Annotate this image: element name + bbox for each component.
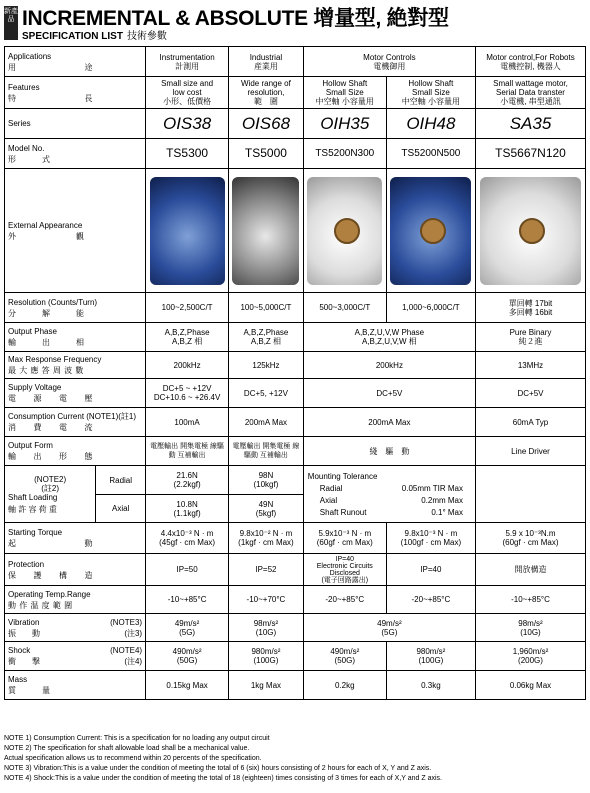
- note-3: NOTE 3) Vibration:This is a value under the condition of meeting the total of 6 (six) hours consisting of 2 hours for each of X, Y and Z axis.: [4, 765, 432, 772]
- encoder-photo: [480, 177, 581, 285]
- supply-2: DC+5, +12V: [229, 379, 304, 408]
- radial-2: 98N (10kgf): [229, 466, 304, 495]
- consumption-1: 100mA: [146, 408, 229, 437]
- row-applications: [5, 47, 586, 77]
- consumption-5: 60mA Typ: [476, 408, 586, 437]
- output-phase-34: A,B,Z,U,V,W Phase A,B,Z,U,V,W 相: [303, 323, 475, 352]
- torque-2: 9.8x10⁻² N · m (1kgf · cm Max): [229, 523, 304, 554]
- page-header: [4, 2, 586, 44]
- resolution-4: 1,000~6,000C/T: [386, 293, 475, 323]
- label-series: Series: [5, 109, 146, 139]
- hollow-shaft-hub: [519, 218, 545, 244]
- label-max-frequency: Max Response Frequency 最 大 應 答 周 波 數: [5, 352, 146, 379]
- app-robots: Motor control,For Robots 電機控制, 機器人: [476, 47, 586, 77]
- specification-table: [4, 46, 586, 700]
- encoder-photo: [232, 177, 299, 285]
- shock-3: 490m/s² (50G): [303, 642, 386, 671]
- label-supply-voltage: Supply Voltage 電 源 電 壓: [5, 379, 146, 408]
- row-resolution: [5, 293, 586, 323]
- row-shaft-radial: [5, 466, 586, 495]
- label-starting-torque: Starting Torque 起 動: [5, 523, 146, 554]
- axial-2: 49N (5kgf): [229, 495, 304, 523]
- resolution-2: 100~5,000C/T: [229, 293, 304, 323]
- vibration-34: 49m/s² (5G): [303, 614, 475, 642]
- row-max-frequency: [5, 352, 586, 379]
- hollow-shaft-hub: [420, 218, 446, 244]
- axial-1: 10.8N (1.1kgf): [146, 495, 229, 523]
- hollow-shaft-hub: [334, 218, 360, 244]
- note-2-cont: Actual specification allows us to recommend within 20 percents of the specification.: [4, 755, 262, 762]
- row-output-phase: [5, 323, 586, 352]
- row-appearance: [5, 169, 586, 293]
- protection-2: IP=52: [229, 554, 304, 586]
- max-freq-5: 13MHz: [476, 352, 586, 379]
- protection-5: 開放構造: [476, 554, 586, 586]
- feature-5: Small wattage motor, Serial Data transter 小電機, 串型通訊: [476, 77, 586, 109]
- vibration-5: 98m/s² (10G): [476, 614, 586, 642]
- supply-1: DC+5 ~ +12V DC+10.6 ~ +26.4V: [146, 379, 229, 408]
- mass-1: 0.15kg Max: [146, 671, 229, 700]
- model-3: TS5200N300: [303, 139, 386, 169]
- photo-oih48: [386, 169, 475, 293]
- note-4: NOTE 4) Shock:This is a value under the condition of meeting the total of 18 (eighteen) times consisting of 3 times for each of X,Y and Z axis.: [4, 775, 442, 782]
- label-shaft-loading: (NOTE2) (註2) Shaft Loading 軸 許 容 荷 重: [5, 466, 96, 523]
- max-freq-1: 200kHz: [146, 352, 229, 379]
- series-3: OIH35: [303, 109, 386, 139]
- protection-4: IP=40: [386, 554, 475, 586]
- label-temp-range: Operating Temp.Range 動 作 温 度 範 圍: [5, 586, 146, 614]
- row-mass: [5, 671, 586, 700]
- output-form-1: 電壓輸出 開集電極 線驅動 互補輸出: [146, 437, 229, 466]
- mass-4: 0.3kg: [386, 671, 475, 700]
- torque-1: 4.4x10⁻³ N · m (45gf · cm Max): [146, 523, 229, 554]
- page-title: INCREMENTAL & ABSOLUTE 增量型, 絶對型: [22, 7, 449, 30]
- photo-oih35: [303, 169, 386, 293]
- note-1: NOTE 1) Consumption Current: This is a specification for no loading any output circuit: [4, 735, 270, 742]
- temp-1: -10~+85°C: [146, 586, 229, 614]
- label-output-form: Output Form 輸 出 形 態: [5, 437, 146, 466]
- photo-ois38: [146, 169, 229, 293]
- row-shock: [5, 642, 586, 671]
- encoder-photo: [390, 177, 471, 285]
- subtitle-en: SPECIFICATION LIST: [22, 31, 123, 42]
- temp-3: -20~+85°C: [303, 586, 386, 614]
- shock-5: 1,960m/s² (200G): [476, 642, 586, 671]
- torque-3: 5.9x10⁻³ N · m (60gf · cm Max): [303, 523, 386, 554]
- encoder-photo: [307, 177, 382, 285]
- vibration-2: 98m/s² (10G): [229, 614, 304, 642]
- model-1: TS5300: [146, 139, 229, 169]
- feature-2: Wide range of resolution, 範 圍: [229, 77, 304, 109]
- max-freq-2: 125kHz: [229, 352, 304, 379]
- feature-3: Hollow Shaft Small Size 中空軸 小容量用: [303, 77, 386, 109]
- row-starting-torque: [5, 523, 586, 554]
- label-axial: Axial: [96, 495, 146, 523]
- new-product-badge: 新產品: [4, 6, 18, 40]
- output-phase-5: Pure Binary 純２進: [476, 323, 586, 352]
- output-phase-2: A,B,Z,Phase A,B,Z 相: [229, 323, 304, 352]
- output-form-5: Line Driver: [476, 437, 586, 466]
- protection-3: IP=40 Electronic Circuits Disclosed (電子回路露出): [303, 554, 386, 586]
- row-supply-voltage: [5, 379, 586, 408]
- note-2: NOTE 2) The specification for shaft allowable load shall be a mechanical value.: [4, 745, 250, 752]
- feature-4: Hollow Shaft Small Size 中空軸 小容量用: [386, 77, 475, 109]
- footnotes: [4, 734, 586, 784]
- max-freq-34: 200kHz: [303, 352, 475, 379]
- model-2: TS5000: [229, 139, 304, 169]
- torque-5: 5.9 x 10⁻³N.m (60gf · cm Max): [476, 523, 586, 554]
- label-output-phase: Output Phase 輸 出 相: [5, 323, 146, 352]
- temp-5: -10~+85°C: [476, 586, 586, 614]
- shaft-5: [476, 466, 586, 523]
- consumption-34: 200mA Max: [303, 408, 475, 437]
- supply-5: DC+5V: [476, 379, 586, 408]
- series-5: SA35: [476, 109, 586, 139]
- row-model: [5, 139, 586, 169]
- shock-4: 980m/s² (100G): [386, 642, 475, 671]
- mass-5: 0.06kg Max: [476, 671, 586, 700]
- label-applications: Applications 用 途: [5, 47, 146, 77]
- output-form-34: 綫 驅 動: [303, 437, 475, 466]
- photo-sa35: [476, 169, 586, 293]
- app-instrumentation: Instrumentation 計測用: [146, 47, 229, 77]
- mass-2: 1kg Max: [229, 671, 304, 700]
- label-consumption: Consumption Current (NOTE1)(註1) 消 費 電 流: [5, 408, 146, 437]
- label-protection: Protection 保 護 構 造: [5, 554, 146, 586]
- model-4: TS5200N500: [386, 139, 475, 169]
- tolerance-title: Mounting Tolerance: [307, 471, 378, 481]
- label-appearance: External Appearance 外 觀: [5, 169, 146, 293]
- supply-34: DC+5V: [303, 379, 475, 408]
- series-1: OIS38: [146, 109, 229, 139]
- output-form-2: 電壓輸出 開集電極 線驅動 互補輸出: [229, 437, 304, 466]
- temp-2: -10~+70°C: [229, 586, 304, 614]
- row-output-form: [5, 437, 586, 466]
- subtitle-cn: 技術參數: [126, 31, 167, 42]
- label-features: Features 特 長: [5, 77, 146, 109]
- output-phase-1: A,B,Z,Phase A,B,Z 相: [146, 323, 229, 352]
- encoder-photo: [150, 177, 225, 285]
- photo-ois68: [229, 169, 304, 293]
- resolution-5: 單回轉 17bit 多回轉 16bit: [476, 293, 586, 323]
- label-mass: Mass 質 量: [5, 671, 146, 700]
- row-temp-range: [5, 586, 586, 614]
- label-model: Model No. 形 式: [5, 139, 146, 169]
- mass-3: 0.2kg: [303, 671, 386, 700]
- resolution-1: 100~2,500C/T: [146, 293, 229, 323]
- label-resolution: Resolution (Counts/Turn) 分 解 能: [5, 293, 146, 323]
- shock-2: 980m/s² (100G): [229, 642, 304, 671]
- vibration-1: 49m/s² (5G): [146, 614, 229, 642]
- row-protection: [5, 554, 586, 586]
- series-4: OIH48: [386, 109, 475, 139]
- page-subtitle: [22, 27, 167, 42]
- shock-1: 490m/s² (50G): [146, 642, 229, 671]
- protection-1: IP=50: [146, 554, 229, 586]
- torque-4: 9.8x10⁻³ N · m (100gf · cm Max): [386, 523, 475, 554]
- app-motor-controls: Motor Controls 電機御用: [303, 47, 475, 77]
- row-consumption: [5, 408, 586, 437]
- model-5: TS5667N120: [476, 139, 586, 169]
- row-series: [5, 109, 586, 139]
- consumption-2: 200mA Max: [229, 408, 304, 437]
- label-vibration: Vibration (NOTE3) 振 動 (注3): [5, 614, 146, 642]
- app-industrial: Industrial 産業用: [229, 47, 304, 77]
- label-radial: Radial: [96, 466, 146, 495]
- row-vibration: [5, 614, 586, 642]
- temp-4: -20~+85°C: [386, 586, 475, 614]
- radial-1: 21.6N (2.2kgf): [146, 466, 229, 495]
- label-shock: Shock (NOTE4) 衝 撃 (注4): [5, 642, 146, 671]
- feature-1: Small size and low cost 小形、低價格: [146, 77, 229, 109]
- series-2: OIS68: [229, 109, 304, 139]
- mounting-tolerance: Mounting Tolerance Radial 0.05mm TIR Max Axial 0.2mm Max Shaft Runout 0.1° Max: [303, 466, 475, 523]
- row-features: [5, 77, 586, 109]
- resolution-3: 500~3,000C/T: [303, 293, 386, 323]
